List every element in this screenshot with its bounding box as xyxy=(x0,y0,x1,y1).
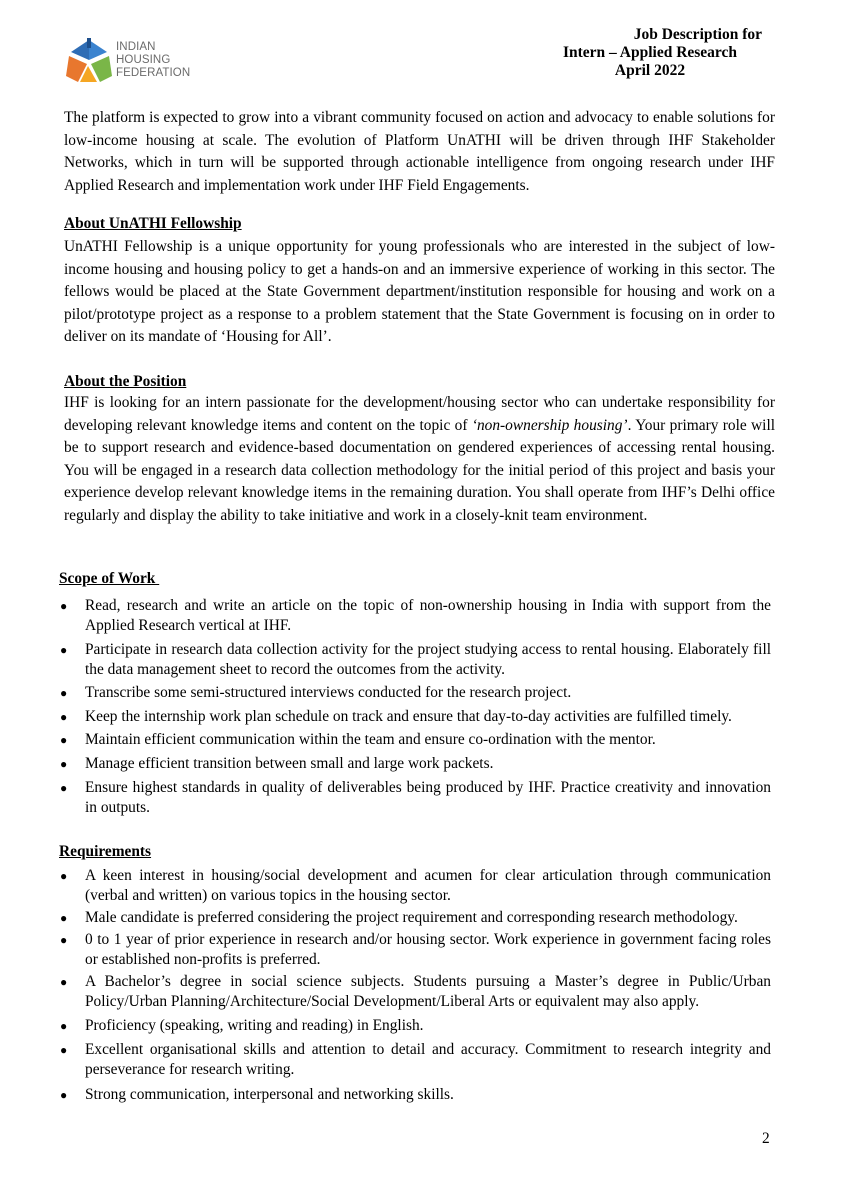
position-text-after: . Your primary role will be to support research and evidence-based documentation on gendered experiences of accessing rental housing. You will be engaged in a research data collection methodology for the initial period of this project and basis your experience develop relevant knowledge items in the remaining duration. You shall operate from IHF’s Delhi office regularly and display the ability to take initiative and work in a closely-knit team environment. xyxy=(64,416,775,524)
intro-paragraph: The platform is expected to grow into a vibrant community focused on action and advocacy to enable solutions for low-income housing at scale. The evolution of Platform UnATHI will be driven through IHF Stakeholder Networks, which in turn will be supported through actionable intelligence from ongoing research under IHF Applied Research and implementation work under IHF Field Engagements. xyxy=(64,109,775,194)
bullet-icon: ● xyxy=(60,911,68,925)
scope-item-text: Participate in research data collection activity for the project studying access to rental housing. Elaborately fill the data management sheet to record the outcomes from the activity. xyxy=(85,640,771,678)
requirement-item xyxy=(59,1016,771,1036)
bullet-icon: ● xyxy=(60,709,68,724)
requirement-item xyxy=(59,866,771,906)
requirement-item xyxy=(59,908,771,928)
header-role: Intern – Applied Research xyxy=(562,44,738,61)
bullet-icon: ● xyxy=(60,933,68,947)
scope-item-text: Ensure highest standards in quality of deliverables being produced by IHF. Practice creativity and innovation in outputs. xyxy=(85,778,771,816)
bullet-icon: ● xyxy=(60,599,68,613)
scope-item-text: Keep the internship work plan schedule on track and ensure that day-to-day activities are fulfilled timely. xyxy=(85,707,732,725)
logo-line-3: FEDERATION xyxy=(116,67,191,79)
requirement-item-text: Strong communication, interpersonal and networking skills. xyxy=(85,1086,454,1103)
scope-item xyxy=(59,730,771,750)
requirement-item-text: Proficiency (speaking, writing and reading) in English. xyxy=(85,1017,424,1034)
bullet-icon: ● xyxy=(60,756,68,771)
requirements-list xyxy=(59,866,771,1105)
scope-item-text: Maintain efficient communication within the team and ensure co-ordination with the mentor. xyxy=(85,731,656,749)
requirement-item xyxy=(59,972,771,1012)
requirement-item-text: Excellent organisational skills and attention to detail and accuracy. Commitment to research integrity and perseverance for research writing. xyxy=(85,1041,771,1078)
ihf-logo xyxy=(66,38,206,84)
scope-item xyxy=(59,778,771,818)
requirement-item-text: A keen interest in housing/social development and acumen for clear articulation through communication (verbal and written) on various topics in the housing sector. xyxy=(85,867,771,904)
requirement-item xyxy=(59,1040,771,1080)
bullet-icon: ● xyxy=(60,780,68,795)
bullet-icon: ● xyxy=(60,733,68,748)
bullet-icon: ● xyxy=(60,686,68,701)
scope-item-text: Manage efficient transition between small and large work packets. xyxy=(85,754,494,772)
ihf-logo-mark-icon xyxy=(66,38,112,84)
requirement-item-text: Male candidate is preferred considering the project requirement and corresponding research methodology. xyxy=(85,909,738,926)
bullet-icon: ● xyxy=(60,975,68,989)
header-title: Job Description for xyxy=(633,26,762,43)
requirement-item-text: 0 to 1 year of prior experience in research and/or housing sector. Work experience in government facing roles or established non-profits is preferred. xyxy=(85,931,771,968)
scope-item xyxy=(59,683,771,703)
bullet-icon: ● xyxy=(60,1088,68,1102)
bullet-icon: ● xyxy=(60,869,68,883)
scope-item-text: Read, research and write an article on the topic of non-ownership housing in India with support from the Applied Research vertical at IHF. xyxy=(85,597,771,634)
requirement-item xyxy=(59,930,771,970)
document-header xyxy=(535,26,765,80)
bullet-icon: ● xyxy=(60,1043,68,1057)
position-heading: About the Position xyxy=(64,373,187,390)
bullet-icon: ● xyxy=(60,642,68,657)
scope-list xyxy=(59,596,771,821)
requirement-item-text: A Bachelor’s degree in social science subjects. Students pursuing a Master’s degree in Public/Urban Policy/Urban Planning/Architecture/Social Development/Liberal Arts or equivalent may also apply. xyxy=(85,973,771,1010)
logo-line-2: HOUSING xyxy=(116,54,171,66)
fellowship-paragraph: UnATHI Fellowship is a unique opportunity for young professionals who are interested in the subject of low-income housing and housing policy to get a hands-on and an immersive experience of working in this sector. The fellows would be placed at the State Government department/institution responsible for housing and work on a pilot/prototype project as a response to a problem statement that the State Government is focusing on in order to deliver on its mandate of ‘Housing for All’. xyxy=(64,238,775,346)
scope-heading: Scope of Work xyxy=(59,570,160,587)
scope-item-text: Transcribe some semi-structured interviews conducted for the research project. xyxy=(85,684,572,702)
scope-item xyxy=(59,754,771,774)
scope-item xyxy=(59,640,771,680)
position-topic-italic: ‘non-ownership housing’ xyxy=(471,416,628,434)
bullet-icon: ● xyxy=(60,1019,68,1033)
position-paragraph xyxy=(64,392,775,528)
header-date: April 2022 xyxy=(614,62,686,79)
page-number: 2 xyxy=(762,1130,770,1147)
position-text-before: IHF is looking for an intern passionate for the development/housing sector who can undertake responsibility for developing relevant knowledge items and content on the topic of xyxy=(64,394,775,434)
logo-line-1: INDIAN xyxy=(116,41,156,53)
scope-item xyxy=(59,596,771,636)
scope-item xyxy=(59,707,771,727)
logo-wordmark xyxy=(116,41,190,80)
fellowship-heading: About UnATHI Fellowship xyxy=(64,215,242,232)
requirements-heading: Requirements xyxy=(59,843,152,860)
requirement-item xyxy=(59,1085,771,1105)
